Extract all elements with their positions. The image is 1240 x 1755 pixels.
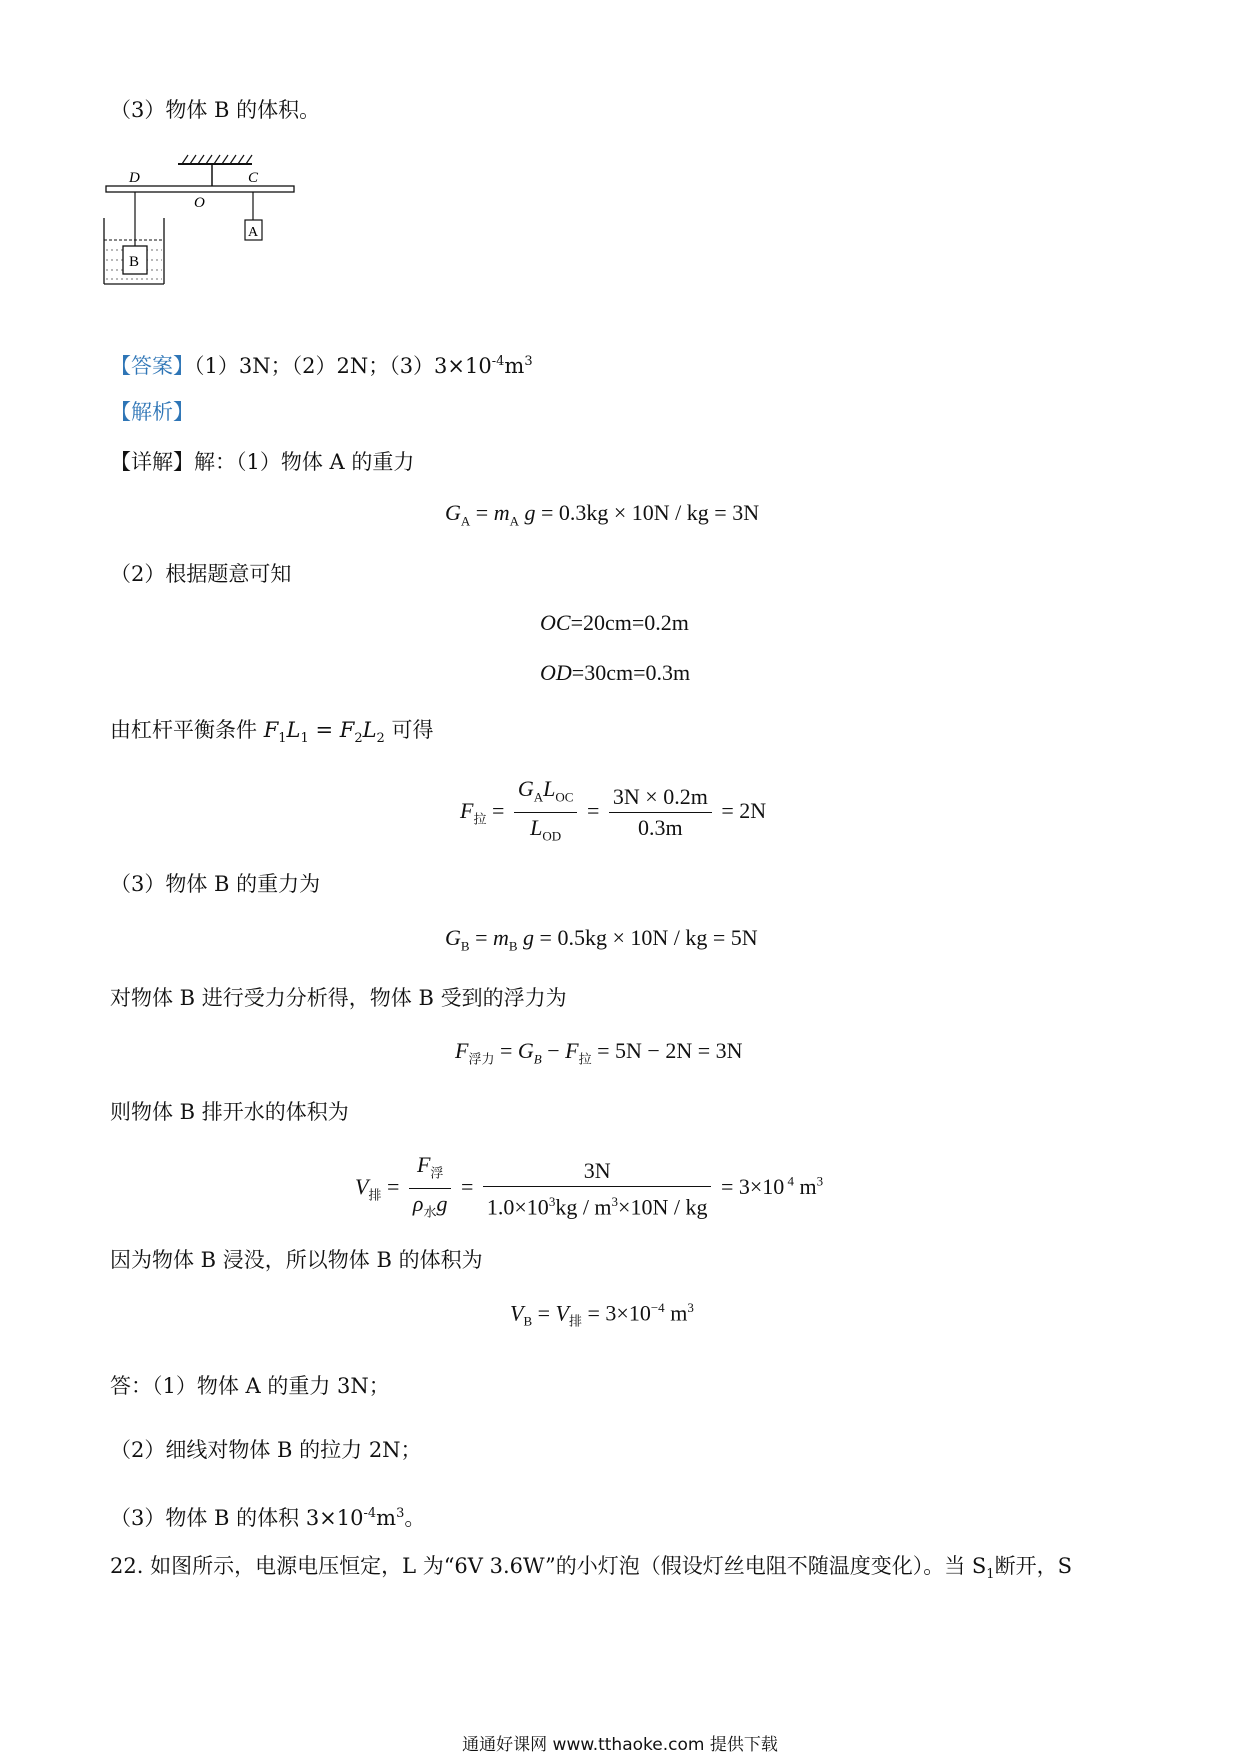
equation-gb: $G_B = m_B$ g = 0.5kg × 10N / kg = 5N: [445, 925, 758, 954]
question-22: 22. 如图所示，电源电压恒定，L 为“6V 3.6W”的小灯泡（假设灯丝电阻不随温度变化）。当 $S_1$断开，S: [110, 1554, 1072, 1583]
equation-f-pull: $F_拉$ = $\frac{G_AL_{OC}}{L_{OD}}$ = $\frac{3N \times 0.2m}{0.3m}$ = 2N: [460, 776, 767, 844]
volume-text: 则物体 B 排开水的体积为: [110, 1100, 349, 1124]
answer-line: 【答案】（1）3N；（2）2N；$(3)3\times 10^{-4}m^3$: [110, 354, 533, 378]
equation-vb: $V_B = V_排 = 3\times 10^{-4}$ $m^3$: [510, 1300, 694, 1329]
step2-text: （2）根据题意可知: [110, 562, 292, 586]
buoyancy-text: 对物体 B 进行受力分析得，物体 B 受到的浮力为: [110, 986, 567, 1010]
label-o: O: [194, 195, 205, 211]
equation-buoyancy: $F_{浮力} = G_B - F_拉 = 5N - 2N = 3N$: [455, 1038, 743, 1067]
lever-diagram: [100, 150, 340, 325]
detail-line: 【详解】解：（1）物体 A 的重力: [110, 450, 415, 474]
od-value: OD=30cm=0.3m: [540, 660, 691, 685]
equation-v-displaced: $V_排$ = $\frac{F_浮}{\rho_水g}$ = $\frac{3N}{1.0\times 10^3kg / m^3\times 10N / kg}$ = 3×10 $^4$ $m^3$: [355, 1152, 824, 1220]
answer-tag: 【答案】: [110, 354, 194, 378]
final-answer-3: （3）物体 B 的体积 $3\times 10^{-4}m^3$。: [110, 1506, 426, 1530]
label-c: C: [248, 170, 259, 186]
analysis-tag: 【解析】: [110, 400, 194, 424]
submerged-text: 因为物体 B 浸没，所以物体 B 的体积为: [110, 1248, 483, 1272]
lever-condition: 由杠杆平衡条件 $F_1L_1 = F_2L_2$ 可得: [110, 718, 434, 747]
page-footer: 通通好课网 www.tthaoke.com 提供下载: [462, 1735, 778, 1755]
label-a: A: [248, 225, 259, 240]
step3-text: （3）物体 B 的重力为: [110, 872, 321, 896]
detail-tag: 【详解】: [110, 450, 194, 474]
equation-ga: $G_A = m_A$ g = 0.3kg × 10N / kg = 3N: [445, 500, 760, 529]
final-answer-1: 答：（1）物体 A 的重力 3N；: [110, 1374, 390, 1398]
label-b: B: [129, 254, 140, 270]
q3-title: （3）物体 B 的体积。: [110, 98, 321, 122]
label-d: D: [129, 170, 140, 186]
oc-value: OC=20cm=0.2m: [540, 610, 689, 635]
final-answer-2: （2）细线对物体 B 的拉力 2N；: [110, 1438, 422, 1462]
